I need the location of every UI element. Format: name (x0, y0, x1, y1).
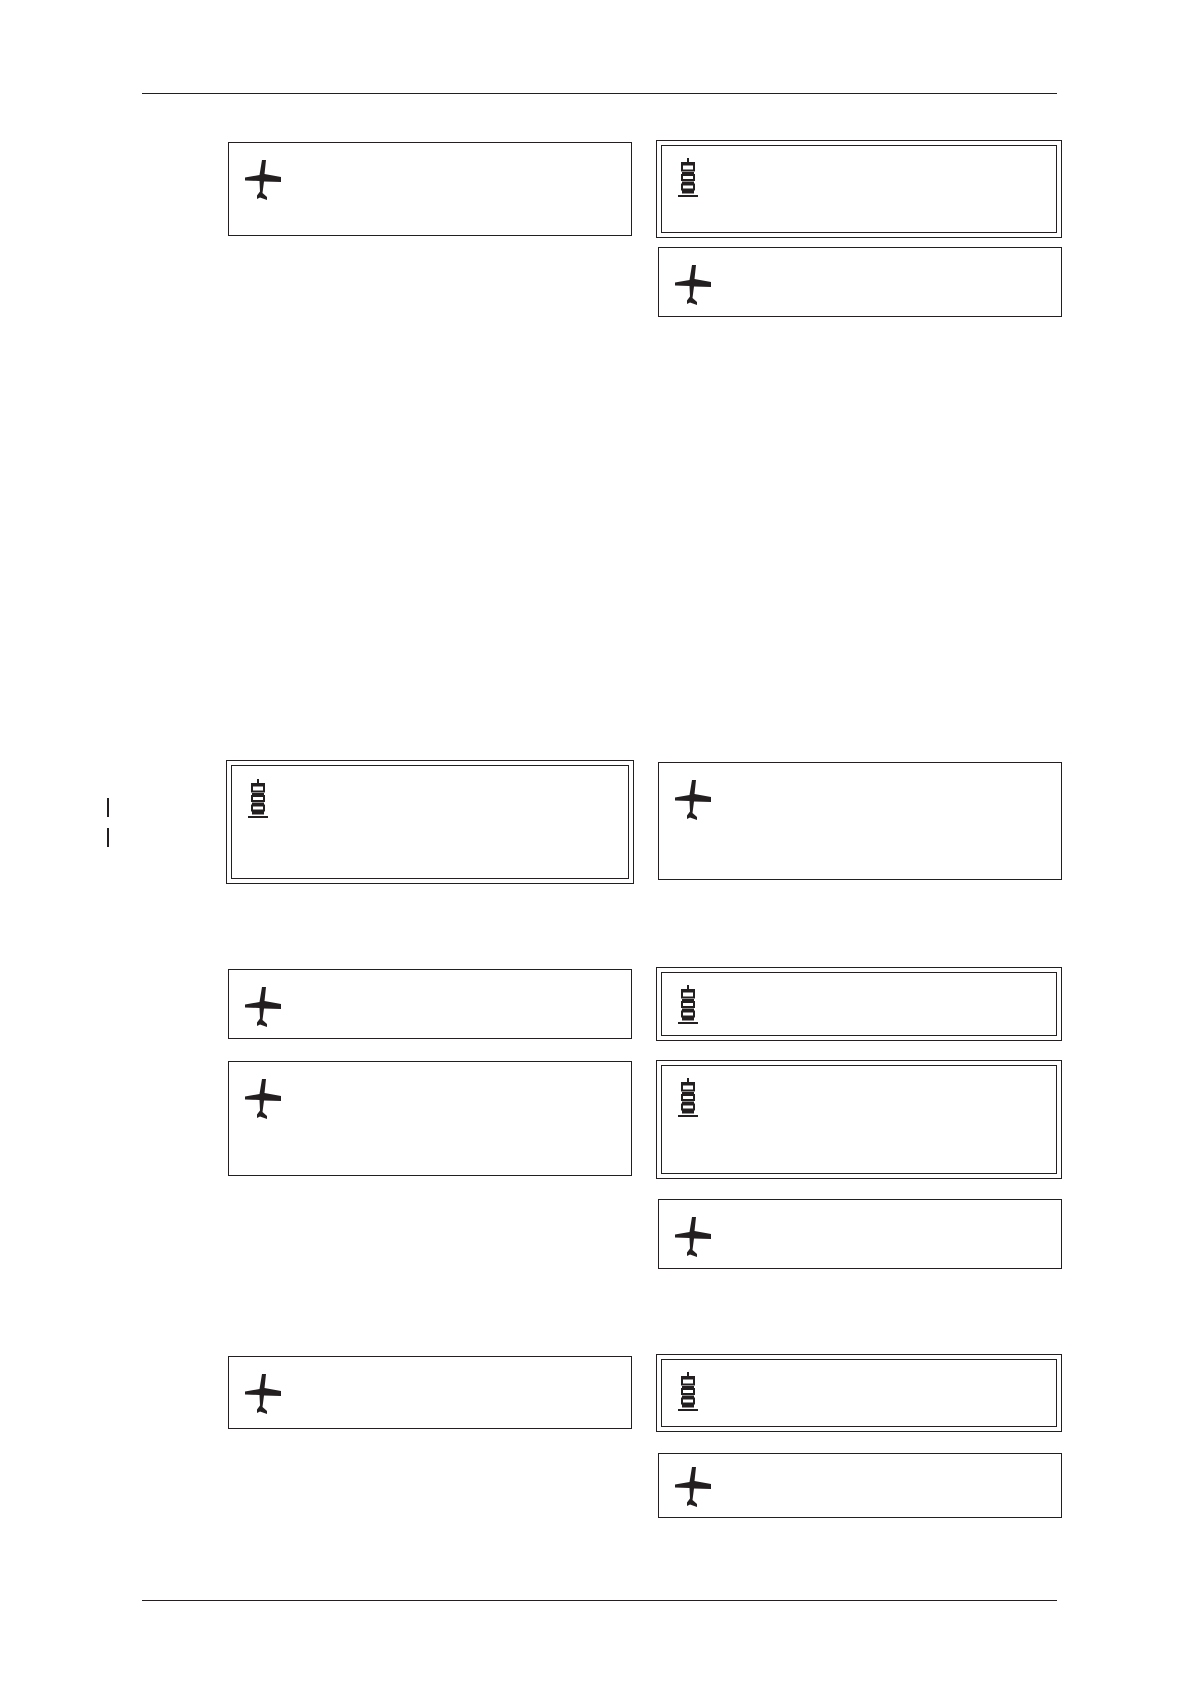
change-bar (107, 798, 109, 817)
airplane-icon (243, 1077, 283, 1121)
control-tower-icon (677, 985, 699, 1025)
atc-message-box (656, 1354, 1062, 1432)
airplane-icon (243, 1372, 283, 1416)
atc-message-box (656, 140, 1062, 238)
pilot-message-box (658, 1199, 1062, 1269)
control-tower-icon (677, 158, 699, 198)
pilot-message-box (228, 969, 632, 1039)
atc-message-box (656, 1060, 1062, 1179)
airplane-icon (673, 778, 713, 822)
pilot-message-box (228, 1356, 632, 1429)
airplane-icon (243, 158, 283, 202)
control-tower-icon (247, 779, 269, 819)
footer-rule (142, 1600, 1057, 1601)
control-tower-icon (677, 1078, 699, 1118)
airplane-icon (673, 1465, 713, 1509)
header-rule (142, 93, 1057, 94)
pilot-message-box (228, 142, 632, 236)
pilot-message-box (658, 247, 1062, 317)
airplane-icon (673, 1215, 713, 1259)
change-bar (107, 828, 109, 847)
atc-message-box (656, 967, 1062, 1041)
airplane-icon (673, 263, 713, 307)
pilot-message-box (658, 1453, 1062, 1518)
control-tower-icon (677, 1372, 699, 1412)
atc-message-box (226, 760, 634, 884)
pilot-message-box (658, 762, 1062, 880)
pilot-message-box (228, 1061, 632, 1176)
airplane-icon (243, 985, 283, 1029)
